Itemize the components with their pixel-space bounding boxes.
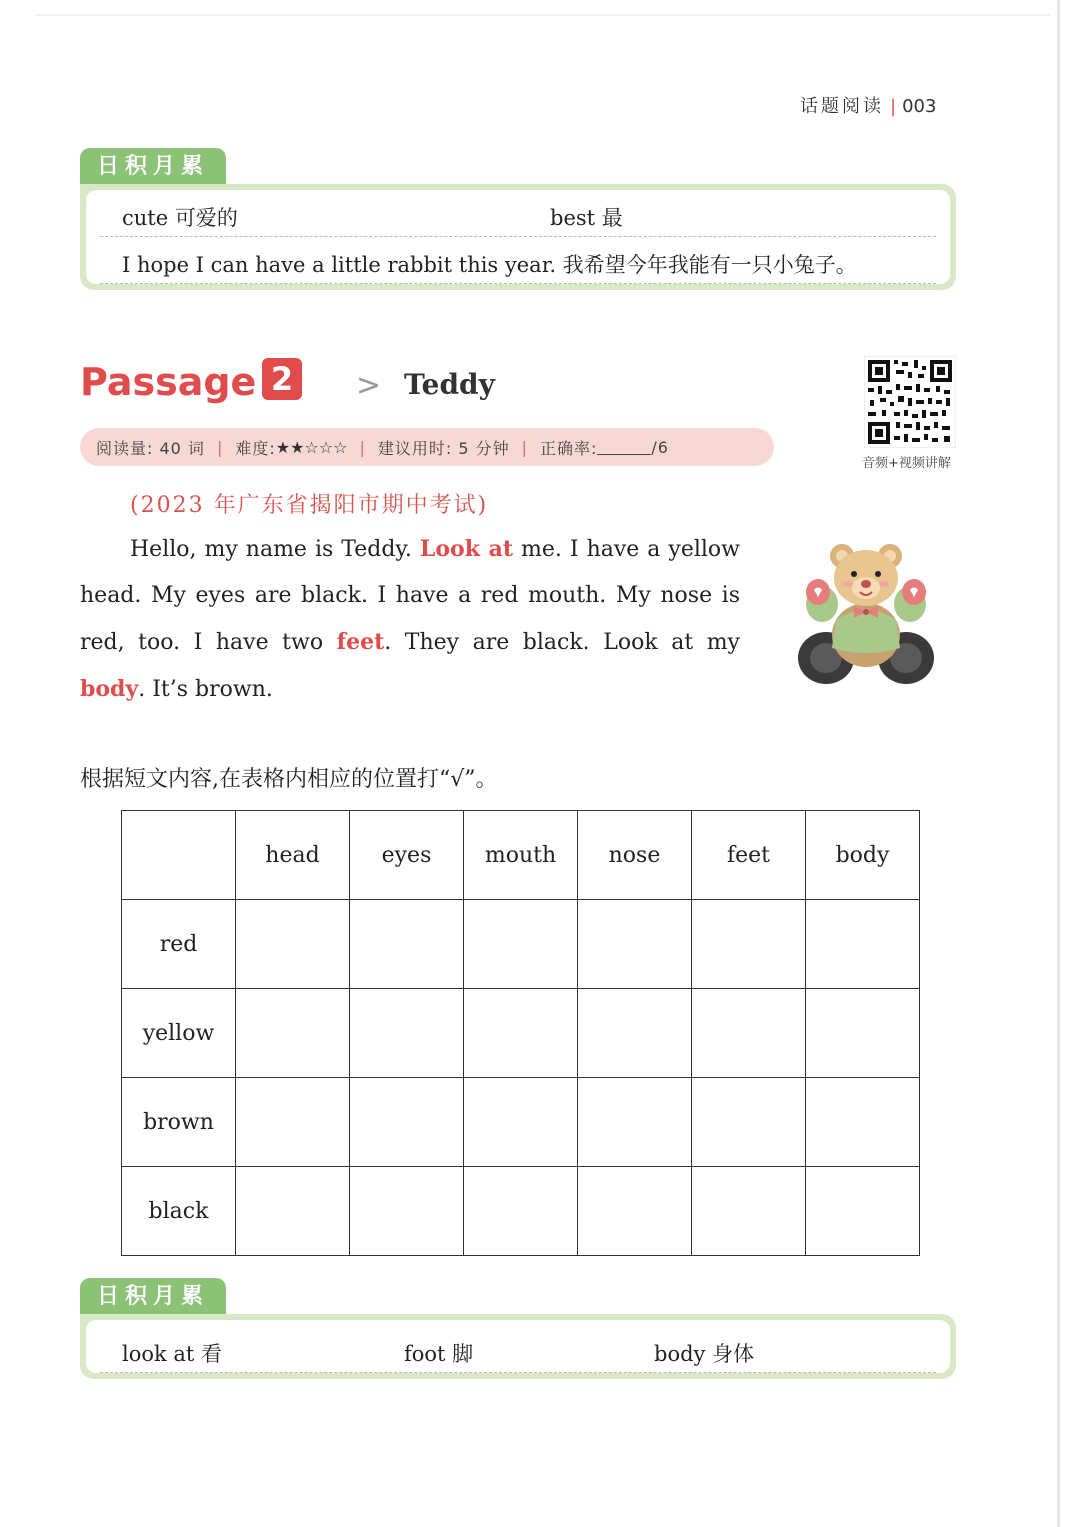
table-corner-cell [122, 811, 236, 900]
highlighted-word: feet [336, 629, 385, 655]
vocab-item: foot 脚 [404, 1342, 474, 1366]
qr-code-icon[interactable] [864, 356, 956, 448]
row-header: brown [122, 1078, 236, 1167]
qr-label: 音频+视频讲解 [862, 456, 951, 471]
source-note: (2023 年广东省揭阳市期中考试) [130, 493, 489, 518]
page-top-edge [36, 14, 1050, 16]
answer-cell[interactable] [236, 1078, 350, 1167]
suggested-time: 建议用时: 5 分钟 [377, 438, 510, 458]
column-header: head [236, 811, 350, 900]
vocab-sentence: I hope I can have a little rabbit this year. 我希望今年我能有一只小兔子。 [122, 253, 857, 277]
passage-label: Passage [80, 360, 257, 404]
word-count: 阅读量: 40 词 [96, 438, 205, 458]
column-header: nose [578, 811, 692, 900]
passage-text-run: Hello, my name is Teddy. [130, 537, 420, 562]
passage-text-run: me. I have a yellow head. My eyes are black. I have a red mouth. My nose is red, too. I have two [80, 537, 741, 655]
answer-cell[interactable] [464, 1167, 578, 1256]
answer-cell[interactable] [692, 1167, 806, 1256]
vocab-tab: 日积月累 [80, 1278, 226, 1316]
table-row [122, 1167, 920, 1256]
divider: | [359, 437, 366, 457]
vocab-item: best 最 [550, 206, 623, 230]
answer-cell[interactable] [350, 1167, 464, 1256]
vocab-line [100, 237, 936, 284]
exercise-instruction: 根据短文内容,在表格内相应的位置打“√”。 [80, 767, 498, 792]
row-header: black [122, 1167, 236, 1256]
difficulty-stars: ★★☆☆☆ [275, 437, 348, 457]
answer-cell[interactable] [350, 1078, 464, 1167]
vocab-item: look at 看 [122, 1342, 223, 1366]
page-number: 003 [902, 96, 937, 117]
row-header: red [122, 900, 236, 989]
vocab-frame [80, 1314, 956, 1379]
accuracy-total: /6 [651, 437, 669, 457]
chevron-right-icon: > [356, 368, 382, 403]
answer-cell[interactable] [806, 1078, 920, 1167]
column-header: mouth [464, 811, 578, 900]
answer-cell[interactable] [806, 900, 920, 989]
answer-cell[interactable] [464, 900, 578, 989]
passage-number: 2 [262, 358, 302, 400]
vocab-box-bottom [80, 1278, 956, 1388]
answer-table [121, 810, 920, 1256]
answer-cell[interactable] [464, 989, 578, 1078]
vocab-item: cute 可爱的 [122, 206, 238, 230]
vocab-item: body 身体 [654, 1342, 755, 1366]
highlighted-word: Look at [419, 536, 514, 562]
highlighted-word: body [80, 676, 139, 702]
table-row [122, 900, 920, 989]
answer-cell[interactable] [350, 900, 464, 989]
teddy-bear-illustration [796, 540, 936, 690]
passage-title: Teddy [404, 368, 495, 401]
row-header: yellow [122, 989, 236, 1078]
column-header: body [806, 811, 920, 900]
column-header: eyes [350, 811, 464, 900]
table-header-row [122, 811, 920, 900]
passage-text-run: . They are black. Look at my [384, 630, 740, 655]
vocab-line [100, 1320, 936, 1373]
vocab-frame [80, 184, 956, 290]
vocab-box-top [80, 148, 956, 304]
passage-body [80, 526, 740, 713]
page-right-edge [1057, 0, 1060, 1527]
vocab-tab: 日积月累 [80, 148, 226, 186]
answer-cell[interactable] [578, 989, 692, 1078]
divider: | [890, 96, 897, 117]
running-head [800, 92, 936, 118]
answer-cell[interactable] [692, 1078, 806, 1167]
vocab-content [86, 1320, 950, 1373]
section-title: 话题阅读 [800, 96, 884, 117]
answer-cell[interactable] [236, 1167, 350, 1256]
answer-cell[interactable] [464, 1078, 578, 1167]
answer-cell[interactable] [692, 900, 806, 989]
difficulty-label: 难度: [235, 438, 276, 458]
vocab-line [100, 190, 936, 237]
answer-cell[interactable] [692, 989, 806, 1078]
vocab-content [86, 190, 950, 284]
divider: | [521, 437, 528, 457]
answer-cell[interactable] [350, 989, 464, 1078]
table-row [122, 1078, 920, 1167]
answer-cell[interactable] [578, 1078, 692, 1167]
answer-cell[interactable] [578, 900, 692, 989]
passage-text-run: . It’s brown. [138, 677, 273, 702]
accuracy-label: 正确率: [539, 438, 598, 458]
column-header: feet [692, 811, 806, 900]
answer-cell[interactable] [806, 1167, 920, 1256]
divider: | [216, 437, 224, 457]
accuracy-blank[interactable] [597, 440, 651, 455]
answer-cell[interactable] [806, 989, 920, 1078]
table-row [122, 989, 920, 1078]
answer-cell[interactable] [236, 989, 350, 1078]
info-bar [80, 428, 774, 466]
answer-cell[interactable] [578, 1167, 692, 1256]
answer-cell[interactable] [236, 900, 350, 989]
